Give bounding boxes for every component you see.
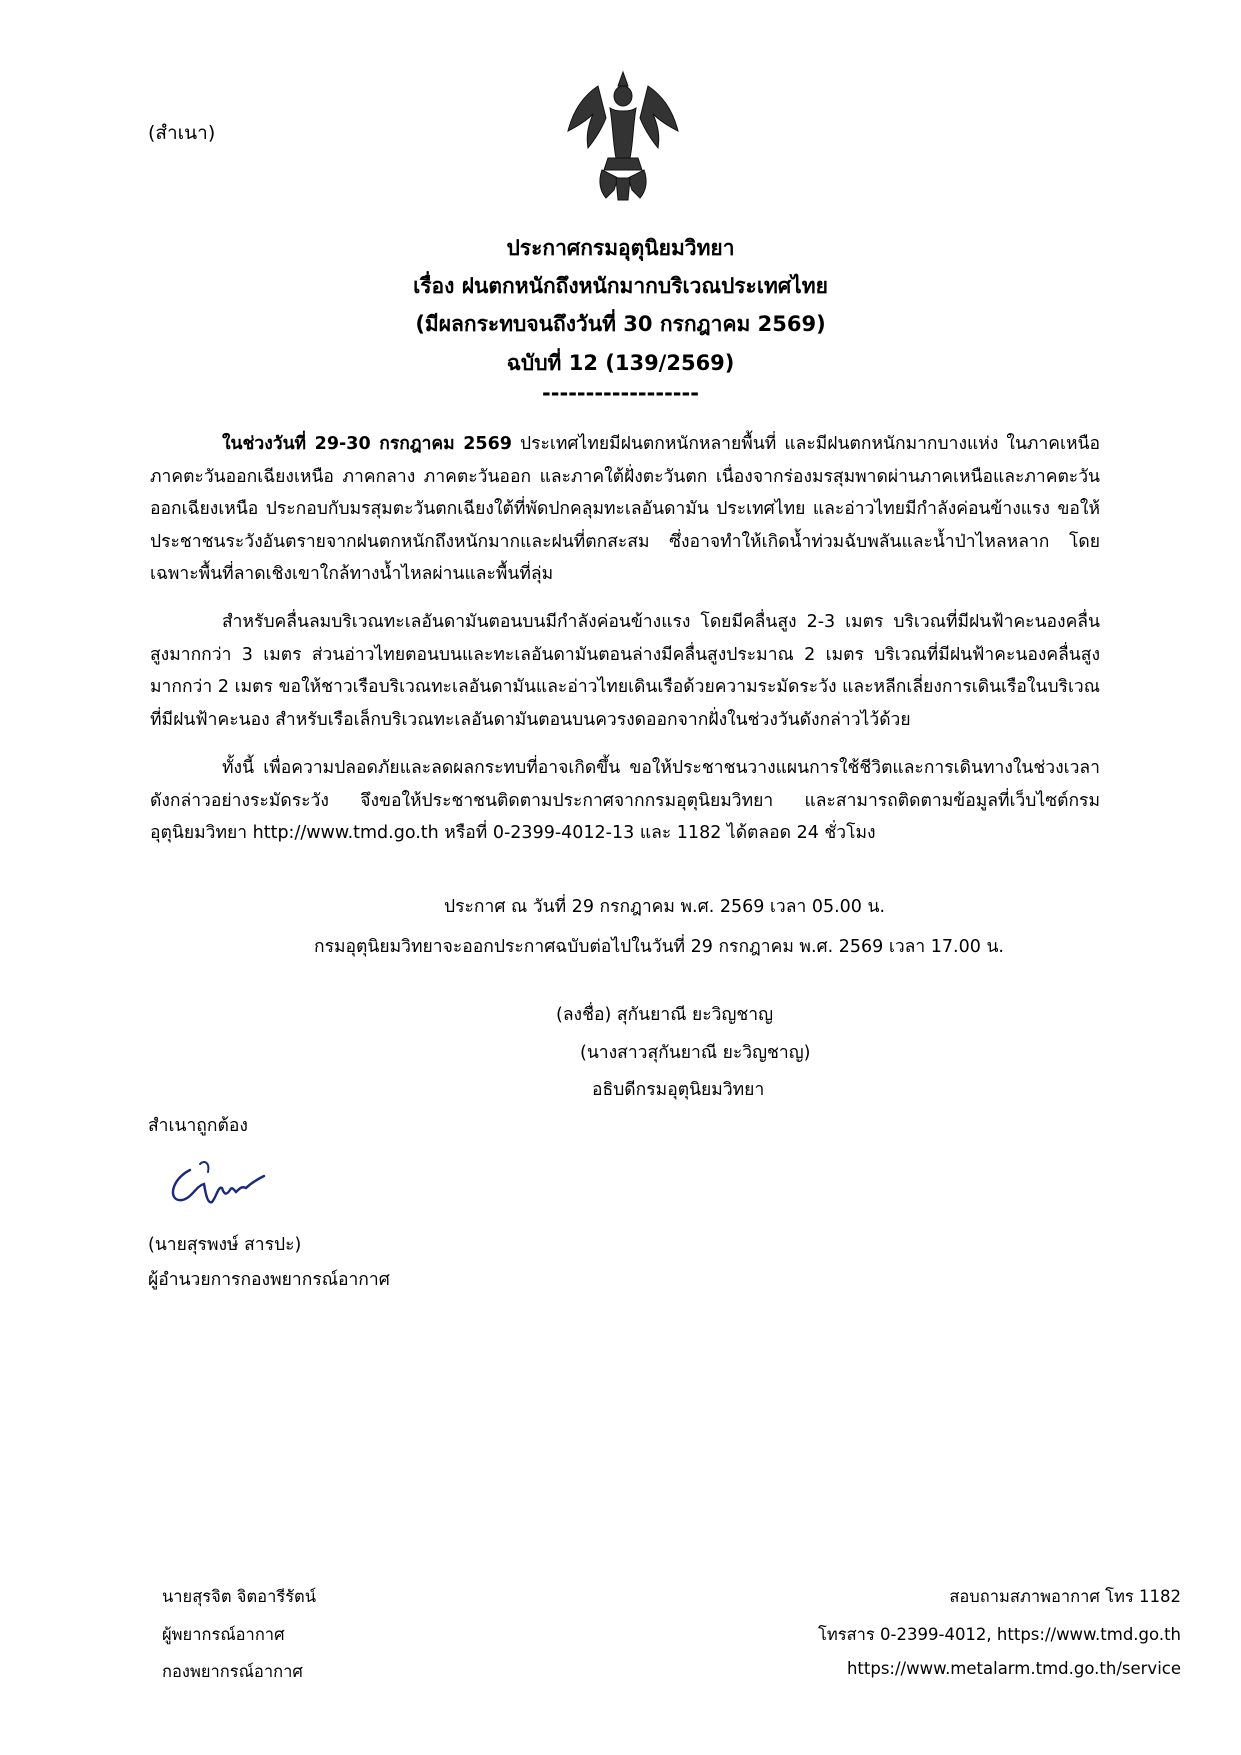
- garuda-emblem: [558, 66, 688, 206]
- signatory-full-name: (นางสาวสุกันยาณี ยะวิญชาญ): [580, 1043, 811, 1063]
- service-url: https://www.metalarm.tmd.go.th/service: [846, 1659, 1181, 1678]
- paragraph-3: [150, 752, 1100, 850]
- handwritten-signature: [160, 1150, 280, 1220]
- paragraph-3-text: ทั้งนี้ เพื่อความปลอดภัยและลดผลกระทบที่อาจเกิดขึ้น ขอให้ประชาชนวางแผนการใช้ชีวิตและการเดินทางในช่วงเวลาดังกล่าวอย่างระมัดระวัง จึงขอให้ประชาชนติดตามประกาศจากกรมอุตุนิยมวิทยา และสามารถติดตามข้อมูลที่เว็บไซต์กรมอุตุนิยมวิทยา http://www.tmd.go.th หรือที่ 0-2399-4012-13 และ 1182 ได้ตลอด 24 ชั่วโมง: [150, 758, 1100, 843]
- announcement-subject: เรื่อง ฝนตกหนักถึงหนักมากบริเวณประเทศไทย: [413, 274, 828, 298]
- fax-and-website: โทรสาร 0-2399-4012, https://www.tmd.go.th: [818, 1625, 1181, 1644]
- signatory-position: อธิบดีกรมอุตุนิยมวิทยา: [592, 1080, 765, 1100]
- announcement-title: ประกาศกรมอุตุนิยมวิทยา: [506, 236, 735, 260]
- announced-date: ประกาศ ณ วันที่ 29 กรกฎาคม พ.ศ. 2569 เวลา 05.00 น.: [444, 897, 886, 917]
- paragraph-1-lead: ในช่วงวันที่ 29-30 กรกฎาคม 2569: [222, 434, 512, 454]
- certifier-position: ผู้อำนวยการกองพยากรณ์อากาศ: [148, 1270, 390, 1290]
- announcement-effect-period: (มีผลกระทบจนถึงวันที่ 30 กรกฎาคม 2569): [415, 312, 826, 336]
- paragraph-1-text: ประเทศไทยมีฝนตกหนักหลายพื้นที่ และมีฝนตกหนักมากบางแห่ง ในภาคเหนือ ภาคตะวันออกเฉียงเหนือ ภาคกลาง ภาคตะวันออก และภาคใต้ฝั่งตะวันตก เนื่องจากร่องมรสุมพาดผ่านภาคเหนือและภาคตะวันออกเฉียงเหนือ ประกอบกับมรสุมตะวันตกเฉียงใต้ที่พัดปกคลุมทะเลอันดามัน ประเทศไทย และอ่าวไทยมีกำลังค่อนข้างแรง ขอให้ประชาชนระวังอันตรายจากฝนตกหนักถึงหนักมากและฝนที่ตกสะสม ซึ่งอาจทำให้เกิดน้ำท่วมฉับพลันและน้ำป่าไหลหลาก โดยเฉพาะพื้นที่ลาดเชิงเขาใกล้ทางน้ำไหลผ่านและพื้นที่ลุ่ม: [150, 434, 1100, 584]
- weather-inquiry-phone: สอบถามสภาพอากาศ โทร 1182: [949, 1587, 1181, 1606]
- forecaster-name: นายสุรจิต จิตอารีรัตน์: [162, 1587, 317, 1606]
- paragraph-1: [150, 428, 1100, 591]
- paragraph-2-text: สำหรับคลื่นลมบริเวณทะเลอันดามันตอนบนมีกำลังค่อนข้างแรง โดยมีคลื่นสูง 2-3 เมตร บริเวณที่มีฝนฟ้าคะนองคลื่นสูงมากกว่า 3 เมตร ส่วนอ่าวไทยตอนบนและทะเลอันดามันตอนล่างมีคลื่นสูงประมาณ 2 เมตร บริเวณที่มีฝนฟ้าคะนองคลื่นสูงมากกว่า 2 เมตร ขอให้ชาวเรือบริเวณทะเลอันดามันและอ่าวไทยเดินเรือด้วยความระมัดระวัง และหลีกเลี่ยงการเดินเรือในบริเวณที่มีฝนฟ้าคะนอง สำหรับเรือเล็กบริเวณทะเลอันดามันตอนบนควรงดออกจากฝั่งในช่วงวันดังกล่าวไว้ด้วย: [150, 612, 1100, 730]
- next-announcement: กรมอุตุนิยมวิทยาจะออกประกาศฉบับต่อไปในวันที่ 29 กรกฎาคม พ.ศ. 2569 เวลา 17.00 น.: [314, 937, 1004, 957]
- header-divider: ------------------: [542, 381, 699, 405]
- signed-line: (ลงชื่อ) สุกันยาณี ยะวิญชาญ: [556, 1005, 773, 1025]
- copy-label: (สำเนา): [148, 122, 216, 144]
- certifier-name: (นายสุรพงษ์ สารปะ): [148, 1235, 302, 1255]
- paragraph-2: [150, 606, 1100, 736]
- forecaster-title: ผู้พยากรณ์อากาศ: [162, 1625, 285, 1644]
- forecaster-division: กองพยากรณ์อากาศ: [162, 1662, 303, 1681]
- announcement-issue-number: ฉบับที่ 12 (139/2569): [506, 351, 735, 375]
- certified-copy-label: สำเนาถูกต้อง: [148, 1116, 248, 1136]
